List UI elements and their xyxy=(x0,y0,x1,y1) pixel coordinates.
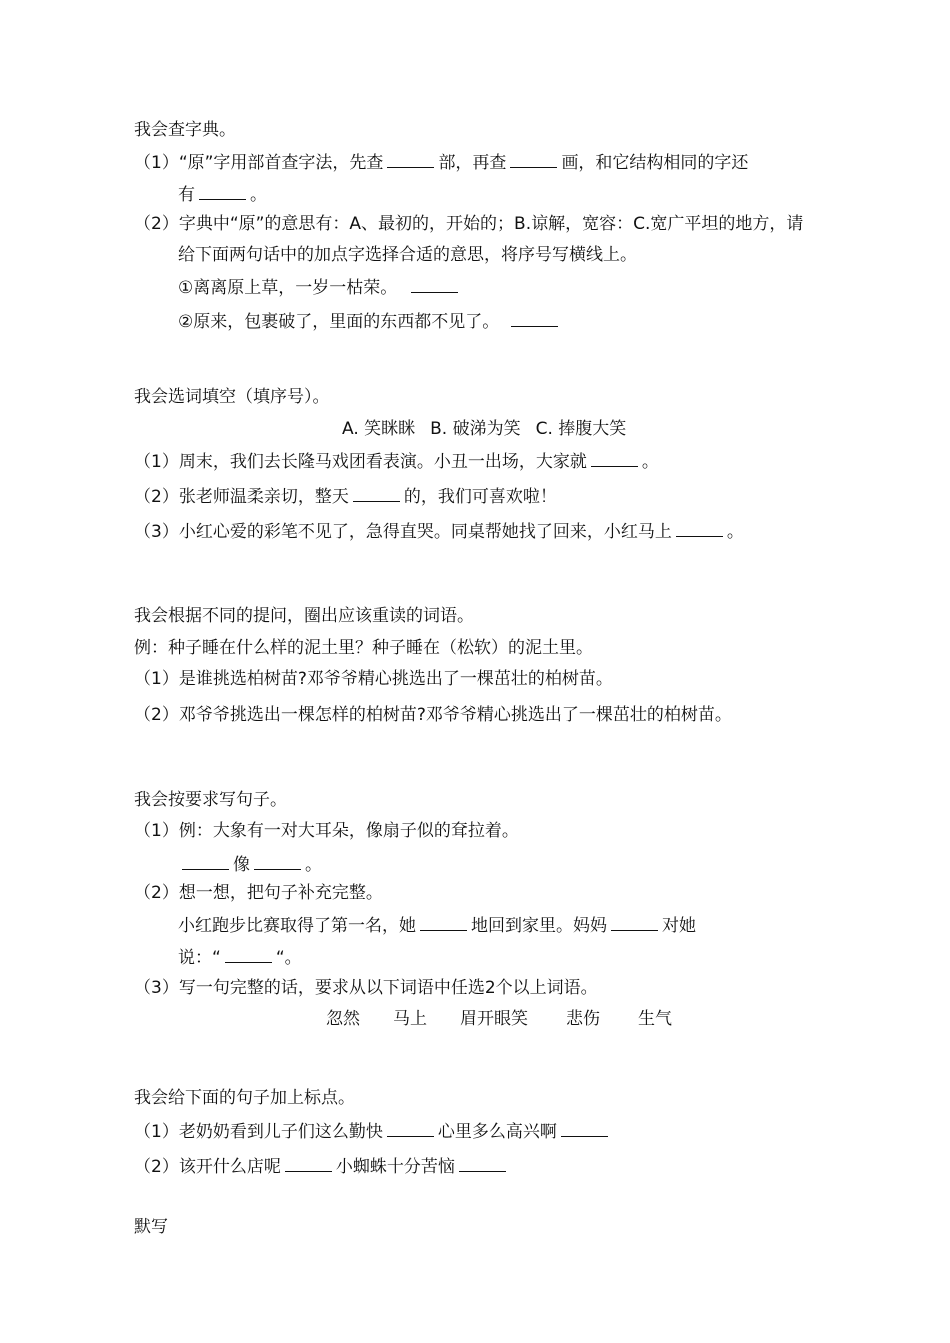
question-1-1 xyxy=(134,151,748,174)
question-1-1-cont xyxy=(178,183,267,206)
answer-blank[interactable] xyxy=(199,183,246,200)
answer-blank[interactable] xyxy=(387,151,434,168)
question-text: 地回到家里。妈妈 xyxy=(471,916,607,936)
option-b: B. 破涕为笑 xyxy=(430,419,521,439)
section-title-punctuation: 我会给下面的句子加上标点。 xyxy=(134,1088,355,1108)
question-text: 小红跑步比赛取得了第一名，她 xyxy=(178,916,416,936)
question-text: 对她 xyxy=(662,916,696,936)
answer-blank[interactable] xyxy=(225,946,272,963)
question-2-1 xyxy=(134,450,659,473)
question-text: 。 xyxy=(250,185,267,205)
question-text: （1）“原”字用部首查字法，先查 xyxy=(134,153,384,173)
question-1-2: （2）字典中“原”的意思有：A、最初的，开始的；B.谅解，宽容：C.宽广平坦的地方，请 xyxy=(134,214,804,234)
question-text: 画，和它结构相同的字还 xyxy=(561,153,749,173)
question-text: 有 xyxy=(178,185,195,205)
answer-blank[interactable] xyxy=(182,853,229,870)
question-text: “。 xyxy=(275,948,302,968)
question-3-2: （2）邓爷爷挑选出一棵怎样的柏树苗?邓爷爷精心挑选出了一棵茁壮的柏树苗。 xyxy=(134,705,732,725)
word-item: 眉开眼笑 xyxy=(460,1009,528,1029)
answer-blank[interactable] xyxy=(353,485,400,502)
question-2-2 xyxy=(134,485,557,508)
question-text: 。 xyxy=(305,855,322,875)
item-text: ①离离原上草，一岁一枯荣。 xyxy=(178,278,398,298)
item-text: ②原来，包裹破了，里面的东西都不见了。 xyxy=(178,312,500,332)
question-text: （1）周末，我们去长隆马戏团看表演。小丑一出场，大家就 xyxy=(134,452,587,472)
question-5-1 xyxy=(134,1120,612,1143)
answer-blank[interactable] xyxy=(591,450,638,467)
word-item: 悲伤 xyxy=(566,1009,600,1029)
answer-blank[interactable] xyxy=(510,151,557,168)
question-text: 心里多么高兴啊 xyxy=(437,1122,557,1142)
question-text: 。 xyxy=(641,452,659,472)
question-text: 像 xyxy=(233,855,250,875)
question-1-2-cont: 给下面两句话中的加点字选择合适的意思，将序号写横线上。 xyxy=(178,245,637,265)
answer-blank[interactable] xyxy=(420,914,467,931)
sub-item-2 xyxy=(178,310,562,333)
word-item: 忽然 xyxy=(326,1009,360,1029)
question-text: （3）小红心爱的彩笔不见了，急得直哭。同桌帮她找了回来，小红马上 xyxy=(134,522,672,542)
answer-blank[interactable] xyxy=(411,276,458,293)
question-text: 说：“ xyxy=(178,948,221,968)
answer-blank[interactable] xyxy=(459,1155,506,1172)
question-4-2: （2）想一想，把句子补充完整。 xyxy=(134,883,383,903)
answer-blank[interactable] xyxy=(676,520,723,537)
question-5-2 xyxy=(134,1155,510,1178)
answer-blank[interactable] xyxy=(611,914,658,931)
question-4-2-sentence xyxy=(178,914,696,937)
word-item: 马上 xyxy=(393,1009,427,1029)
question-text: （2）该开什么店呢 xyxy=(134,1157,281,1177)
option-list xyxy=(342,418,626,440)
question-text: 。 xyxy=(726,522,744,542)
question-4-2-sentence-cont xyxy=(178,946,302,969)
section-title-dictionary: 我会查字典。 xyxy=(134,120,236,140)
word-bank xyxy=(326,1008,672,1030)
answer-blank[interactable] xyxy=(387,1120,434,1137)
answer-blank[interactable] xyxy=(511,310,558,327)
question-4-1-answer xyxy=(178,853,322,876)
option-a: A. 笑眯眯 xyxy=(342,419,416,439)
answer-blank[interactable] xyxy=(561,1120,608,1137)
question-text: 小蜘蛛十分苦恼 xyxy=(335,1157,455,1177)
example-line: 例：种子睡在什么样的泥土里？种子睡在（松软）的泥土里。 xyxy=(134,638,593,658)
answer-blank[interactable] xyxy=(254,853,301,870)
question-2-3 xyxy=(134,520,744,543)
section-title-dictation: 默写 xyxy=(134,1217,168,1237)
section-title-sentences: 我会按要求写句子。 xyxy=(134,790,287,810)
question-text: （2）张老师温柔亲切，整天 xyxy=(134,487,349,507)
answer-blank[interactable] xyxy=(285,1155,332,1172)
question-4-3: （3）写一句完整的话，要求从以下词语中任选2个以上词语。 xyxy=(134,978,598,998)
option-c: C. 捧腹大笑 xyxy=(535,419,627,439)
question-text: 的，我们可喜欢啦！ xyxy=(403,487,557,507)
question-text: （1）老奶奶看到儿子们这么勤快 xyxy=(134,1122,383,1142)
section-title-word-choice: 我会选词填空（填序号）。 xyxy=(134,387,330,407)
question-3-1: （1）是谁挑选柏树苗?邓爷爷精心挑选出了一棵茁壮的柏树苗。 xyxy=(134,669,613,689)
word-item: 生气 xyxy=(638,1009,672,1029)
section-title-stress: 我会根据不同的提问，圈出应该重读的词语。 xyxy=(134,606,474,626)
sub-item-1 xyxy=(178,276,462,299)
question-text: 部，再查 xyxy=(438,153,507,173)
question-4-1: （1）例：大象有一对大耳朵，像扇子似的耷拉着。 xyxy=(134,821,519,841)
